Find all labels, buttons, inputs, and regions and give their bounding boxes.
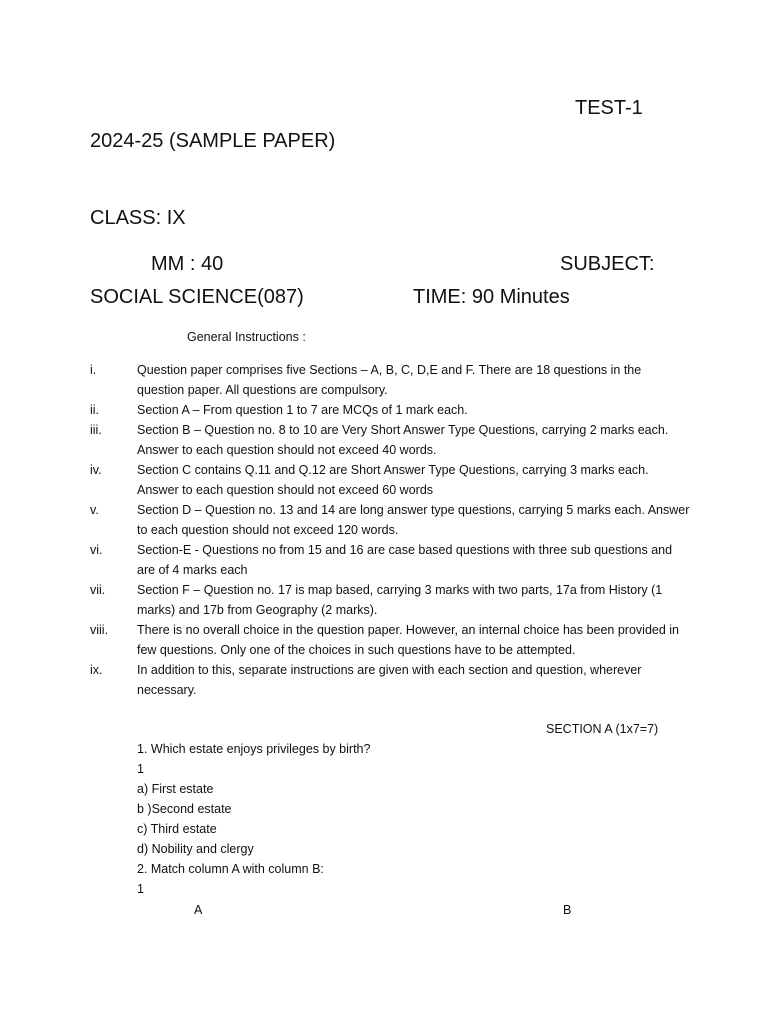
section-a-questions [137,739,370,899]
instruction-text: Question paper comprises five Sections – A, B, C, D,E and F. There are 18 questions in the question paper. All questions are compulsory. [137,363,642,397]
instruction-text: There is no overall choice in the question paper. However, an internal choice has been provided in few questions. Only one of the choices in such questions have to be attempted. [137,623,680,657]
instruction-item [90,660,690,700]
option-line: b )Second estate [137,802,232,816]
instruction-text: Section F – Question no. 17 is map based, carrying 3 marks with two parts, 17a from History (1 marks) and 17b from Geography (2 marks). [137,583,663,617]
subject-name: SOCIAL SCIENCE(087) [90,286,304,308]
instruction-text: Section D – Question no. 13 and 14 are long answer type questions, carrying 5 marks each. Answer to each question should not exceed 120 words. [137,503,690,537]
section-a-heading: SECTION A (1x7=7) [546,722,659,736]
time-duration: TIME: 90 Minutes [413,286,570,308]
max-marks: MM : 40 [151,253,224,275]
general-instructions-heading: General Instructions : [187,330,306,344]
class-label: CLASS: IX [90,207,186,229]
column-a-header: A [194,903,203,917]
instruction-item [90,580,690,620]
instruction-number: v. [90,503,99,517]
paper-title: 2024-25 (SAMPLE PAPER) [90,130,336,152]
question-marks: 1 [137,762,144,776]
instruction-text: Section C contains Q.11 and Q.12 are Short Answer Type Questions, carrying 3 marks each. Answer to each question should not exceed 60 words [137,463,649,497]
instruction-text: Section-E - Questions no from 15 and 16 are case based questions with three sub questions and are of 4 marks each [137,543,673,577]
instruction-item [90,360,690,400]
option-line: d) Nobility and clergy [137,842,254,856]
instruction-item [90,400,690,420]
instruction-item [90,420,690,460]
option-line: c) Third estate [137,822,217,836]
question-line: 1. Which estate enjoys privileges by birth? [137,742,371,756]
instruction-number: ix. [90,663,103,677]
question-line: 2. Match column A with column B: [137,862,324,876]
instruction-item [90,540,690,580]
instruction-number: ii. [90,403,100,417]
instruction-item [90,460,690,500]
test-number: TEST-1 [575,97,643,119]
instruction-text: Section A – From question 1 to 7 are MCQs of 1 mark each. [137,403,468,417]
option-line: a) First estate [137,782,214,796]
instruction-item [90,500,690,540]
column-b-header: B [563,903,572,917]
instruction-number: iv. [90,463,102,477]
subject-label: SUBJECT: [560,253,655,275]
instruction-number: iii. [90,423,102,437]
instructions-list [90,360,690,700]
instruction-text: Section B – Question no. 8 to 10 are Very Short Answer Type Questions, carrying 2 marks each. Answer to each question should not exceed 40 words. [137,423,669,457]
instruction-text: In addition to this, separate instructions are given with each section and question, wherever necessary. [137,663,642,697]
instruction-number: vi. [90,543,103,557]
instruction-number: i. [90,363,97,377]
instruction-item [90,620,690,660]
question-marks: 1 [137,882,144,896]
instruction-number: vii. [90,583,106,597]
instruction-number: viii. [90,623,109,637]
